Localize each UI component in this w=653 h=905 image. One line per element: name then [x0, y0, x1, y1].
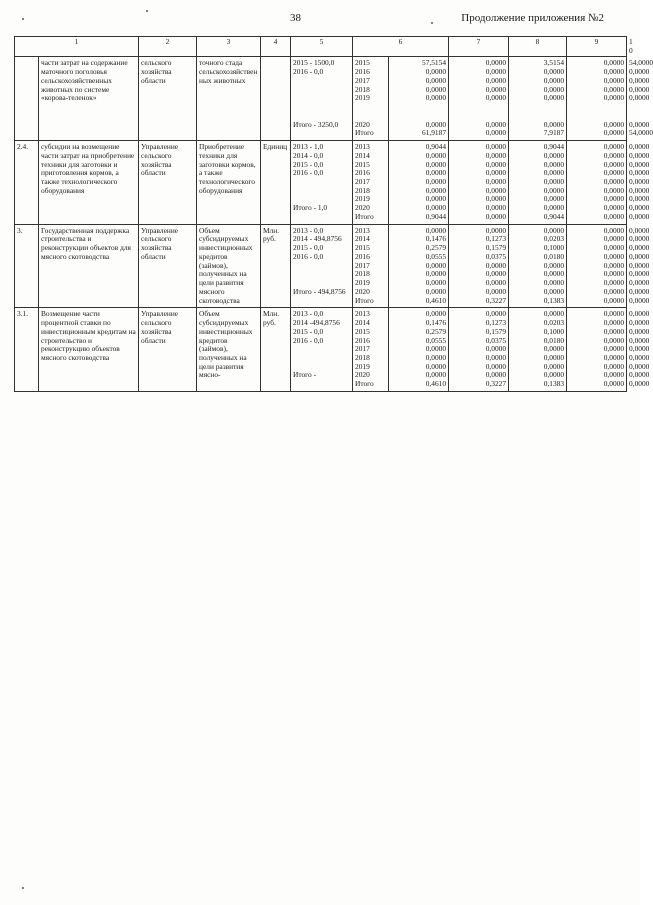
year-cell [353, 57, 389, 141]
scan-speck [146, 10, 148, 12]
funding-col9-cell-line: 0,0000 [603, 58, 625, 68]
funding-col9-cell-line: 0,0000 [543, 194, 565, 204]
funding-col9-cell-line: 0,0000 [603, 75, 625, 85]
funding-col7-cell-line: 0,0000 [425, 361, 447, 371]
funding-col8-cell-line: 0,0000 [485, 142, 507, 152]
funding-col7-cell-line: 0,0000 [425, 309, 447, 319]
column-number: 8 [509, 37, 567, 57]
funding-col8-cell-line: 0,0000 [485, 128, 507, 138]
target-values-cell-line: 2013 - 0,0 [293, 309, 324, 319]
target-values-cell [291, 224, 353, 308]
funding-col9-cell-line: 0,0203 [543, 234, 565, 244]
target-values-cell-line [293, 354, 350, 363]
funding-col9-cell-line: 0,0000 [603, 84, 625, 94]
funding-col7-cell-line: 0,0000 [425, 260, 447, 270]
target-values-cell-line: 2015 - 0,0 [293, 326, 324, 336]
funding-col9-cell-line: 0,0000 [543, 370, 565, 380]
funding-col9-cell-line: 0,0000 [603, 93, 625, 103]
funding-col9-cell-line: 0,0000 [603, 203, 625, 213]
funding-col9-cell [509, 57, 567, 141]
funding-col9-cell [509, 224, 567, 308]
target-values-cell-line: 2015 - 0,0 [293, 159, 324, 169]
year-cell-line: 2018 [355, 84, 370, 94]
funding-col9-cell-line: 0,1383 [543, 295, 565, 305]
indicator-cell: Объем субсидируемых инвестиционных кредитов (займов), полученных на цели развития мясно- [197, 308, 261, 392]
funding-col9-cell-line: 0,0000 [543, 185, 565, 195]
year-cell-line: 2017 [355, 75, 370, 85]
target-values-cell [291, 308, 353, 392]
page-number: 38 [290, 12, 301, 24]
funding-col7-cell-line: 0,9044 [425, 142, 447, 152]
funding-col8-cell-line: 0,3227 [485, 379, 507, 389]
target-values-cell-line [293, 77, 350, 86]
funding-col9-cell-line: 0,0000 [603, 344, 625, 354]
year-cell-line: Итого [355, 211, 374, 221]
funding-col7-cell-line: 0,0000 [425, 286, 447, 296]
funding-col9-cell-line: 0,0000 [603, 243, 625, 253]
year-cell-line: 2020 [355, 370, 370, 380]
funding-col8-cell-line: 0,1273 [485, 234, 507, 244]
funding-col8-cell-line: 0,0000 [485, 286, 507, 296]
funding-col9-cell-line: 0,0000 [603, 352, 625, 362]
year-cell-line: 2019 [355, 93, 370, 103]
funding-col9-cell-line: 0,0000 [603, 309, 625, 319]
unit-cell: Млн. руб. [261, 224, 291, 308]
funding-col9-cell-line: 0,0000 [603, 251, 625, 261]
funding-col9-cell-line: 0,0000 [543, 278, 565, 288]
target-values-cell-line: 2015 - 1500,0 [293, 58, 335, 68]
funding-col9-cell-line: 0,0000 [603, 295, 625, 305]
year-cell-line: 2013 [355, 225, 370, 235]
year-cell-line: 2014 [355, 234, 370, 244]
year-cell-line: 2016 [355, 251, 370, 261]
funding-col9-cell-line: 0,0000 [543, 159, 565, 169]
funding-col9-cell-line: 0,0000 [603, 128, 625, 138]
year-cell-line: 2017 [355, 177, 370, 187]
measure-name: Государственная поддержка строительства и реконструкции объектов для мясного скотоводства [39, 224, 139, 308]
funding-col7-cell-line: 0,0000 [425, 185, 447, 195]
row-number: 3.1. [15, 308, 39, 392]
funding-col8-cell [449, 224, 509, 308]
target-values-cell-line: 2014 - 494,8756 [293, 234, 342, 244]
measure-name: субсидии на возмещение части затрат на приобретение техники для заготовки и приготовления кормов, а также технологического оборудования [39, 141, 139, 225]
funding-col7-cell [389, 308, 449, 392]
year-cell-line: 2014 [355, 150, 370, 160]
year-cell-line: 2019 [355, 194, 370, 204]
funding-col7-cell-line: 0,0000 [425, 344, 447, 354]
target-values-cell-line: Итого - 3250,0 [293, 119, 339, 129]
year-cell-line: 2019 [355, 361, 370, 371]
funding-col9-cell-line: 0,9044 [543, 211, 565, 221]
executor-cell: Управление сельского хозяйства области [139, 141, 197, 225]
funding-col7-cell-line: 0,0000 [425, 168, 447, 178]
funding-col8-cell-line: 0,0000 [485, 84, 507, 94]
row-number [15, 57, 39, 141]
year-cell-line: 2020 [355, 119, 370, 129]
target-values-cell-line: 2013 - 0,0 [293, 225, 324, 235]
funding-col8-cell-line: 0,0000 [485, 260, 507, 270]
funding-col9-cell-line: 0,0000 [543, 177, 565, 187]
funding-col7-cell [389, 224, 449, 308]
funding-col8-cell-line: 0,0000 [485, 194, 507, 204]
funding-col7-cell-line: 0,0000 [425, 150, 447, 160]
column-number: 2 [139, 37, 197, 57]
target-values-cell-line: 2013 - 1,0 [293, 142, 324, 152]
funding-col8-cell-line [451, 103, 506, 112]
funding-col9-cell [509, 308, 567, 392]
funding-col9-cell-line: 3,5154 [543, 58, 565, 68]
funding-col9-cell-line [569, 103, 624, 112]
funding-col9-cell-line: 0,0000 [603, 67, 625, 77]
target-values-cell-line [293, 262, 350, 271]
funding-col7-cell-line [391, 103, 446, 112]
funding-col7-cell-line: 0,0000 [425, 67, 447, 77]
measure-name: части затрат на содержание маточного поголовья сельскохозяйственных животных по системе «корова-теленок» [39, 57, 139, 141]
column-number: 3 [197, 37, 261, 57]
funding-col7-cell-line: 0,0000 [425, 352, 447, 362]
funding-col7-cell-line: 0,2579 [425, 326, 447, 336]
scan-speck [22, 887, 24, 889]
funding-col9-cell-line: 0,0000 [543, 150, 565, 160]
funding-col7-cell-line: 0,0000 [425, 75, 447, 85]
funding-col8-cell-line: 0,0000 [485, 352, 507, 362]
funding-col9-cell-line: 0,0000 [603, 159, 625, 169]
funding-col9-cell-line: 0,0000 [543, 119, 565, 129]
indicator-cell: Приобретение техники для заготовки кормов, а также технологического оборудования [197, 141, 261, 225]
funding-col9-cell-line: 0,0000 [603, 260, 625, 270]
column-number: 1 [15, 37, 139, 57]
target-values-cell [291, 141, 353, 225]
funding-col9-cell-line: 0,0000 [603, 234, 625, 244]
year-cell-line: 2018 [355, 352, 370, 362]
funding-col7-cell-line: 0,1476 [425, 234, 447, 244]
funding-col7-cell-line: 0,0000 [425, 278, 447, 288]
funding-col8-cell-line: 0,1273 [485, 318, 507, 328]
funding-col9-cell [567, 57, 627, 141]
year-cell [353, 224, 389, 308]
funding-col8-cell-line: 0,0375 [485, 251, 507, 261]
year-cell-line: 2015 [355, 58, 370, 68]
column-number: 7 [449, 37, 509, 57]
funding-col9-cell-line: 0,0000 [603, 168, 625, 178]
target-values-cell-line: 2014 - 0,0 [293, 150, 324, 160]
funding-col7-cell-line: 0,0000 [425, 159, 447, 169]
funding-col9-cell-line: 0,0000 [603, 150, 625, 160]
funding-col9-cell-line: 0,0000 [603, 326, 625, 336]
funding-col9-cell-line: 0,0000 [603, 278, 625, 288]
funding-col8-cell-line: 0,0000 [485, 185, 507, 195]
funding-col9-cell-line: 0,0000 [543, 269, 565, 279]
year-cell-line: 2020 [355, 286, 370, 296]
funding-col9-cell [567, 308, 627, 392]
funding-col9-cell-line: 0,0000 [543, 361, 565, 371]
funding-col8-cell-line: 0,0000 [485, 361, 507, 371]
year-cell-line: 2016 [355, 168, 370, 178]
measure-name: Возмещение части процентной ставки по инвестиционным кредитам на строительство и реконструкцию объектов мясного скотоводства [39, 308, 139, 392]
program-table [14, 36, 653, 392]
year-cell-line: Итого [355, 295, 374, 305]
column-number: 5 [291, 37, 353, 57]
funding-col9-cell-line: 0,0000 [603, 286, 625, 296]
unit-cell: Единиц [261, 141, 291, 225]
funding-col7-cell-line: 0,0000 [425, 93, 447, 103]
funding-col7-cell-line: 0,0000 [425, 225, 447, 235]
column-number: 9 [567, 37, 627, 57]
indicator-cell: Объем субсидируемых инвестиционных кредитов (займов), полученных на цели развития мясного скотоводства [197, 224, 261, 308]
funding-col7-cell-line: 0,0000 [425, 370, 447, 380]
executor-cell: Управление сельского хозяйства области [139, 308, 197, 392]
funding-col8-cell-line: 0,0000 [485, 168, 507, 178]
funding-col9-cell-line: 0,0000 [543, 260, 565, 270]
funding-col9-cell-line: 0,0000 [603, 269, 625, 279]
funding-col8-cell-line: 0,1579 [485, 243, 507, 253]
funding-col9-cell-line: 0,0000 [603, 335, 625, 345]
funding-col9-cell-line: 0,0000 [543, 309, 565, 319]
year-cell-line: 2013 [355, 142, 370, 152]
year-cell-line: 2016 [355, 67, 370, 77]
executor-cell: Управление сельского хозяйства области [139, 224, 197, 308]
target-values-cell-line: 2015 - 0,0 [293, 243, 324, 253]
funding-col9-cell-line: 0,9044 [543, 142, 565, 152]
funding-col8-cell-line: 0,0000 [485, 211, 507, 221]
funding-col8-cell-line: 0,0000 [485, 93, 507, 103]
funding-col8-cell-line: 0,0000 [485, 344, 507, 354]
funding-col8-cell [449, 308, 509, 392]
funding-col8-cell-line: 0,0000 [485, 159, 507, 169]
column-number: 4 [261, 37, 291, 57]
target-values-cell-line: 2016 - 0,0 [293, 251, 324, 261]
funding-col9-cell-line: 0,0000 [603, 225, 625, 235]
target-values-cell-line [293, 86, 350, 95]
year-cell-line: 2014 [355, 318, 370, 328]
funding-col9-cell-line: 0,0000 [543, 84, 565, 94]
funding-col9-cell-line: 0,0000 [603, 185, 625, 195]
target-values-cell-line [293, 270, 350, 279]
year-cell [353, 308, 389, 392]
column-number-row: 1 2 3 4 5 6 7 8 9 10 [15, 37, 627, 57]
funding-col7-cell-line: 0,4610 [425, 379, 447, 389]
year-cell-line: 2018 [355, 269, 370, 279]
funding-col9-cell-line: 0,0203 [543, 318, 565, 328]
year-cell-line: 2015 [355, 326, 370, 336]
funding-col8-cell-line: 0,0000 [485, 269, 507, 279]
funding-col7-cell-line: 0,0555 [425, 251, 447, 261]
year-cell-line: Итого [355, 379, 374, 389]
target-values-cell-line [293, 103, 350, 112]
funding-col9-cell-line: 0,0180 [543, 335, 565, 345]
unit-cell: Млн. руб. [261, 308, 291, 392]
table-row: 3.1. Возмещение части процентной ставки по инвестиционным кредитам на строительство и реконструкцию объектов мясного скотоводства Управление сельского хозяйства области Объем субсидируемых инвестиционных кредитов (займов), полученных на цели развития мясно- Млн. руб. 2013 - 0,0 2014 -494,8756 2015 - 0,0 2016 - 0,0 Итого - 2013 2014 2015 2016 2017 2018 2019 2020 Итого 0,0000 0,1476 0,2579 0,0555 0,0000 0,0000 0,0000 0,0000 0,4610 0,0000 0,1273 0,1579 0,0375 0,0000 0,0000 0,0000 0,0000 0,3227 0,0000 0,0203 0,1000 0,0180 0,0000 0,0000 0,0000 0,0000 0,1383 0,0000 0,0000 0,0000 0,0000 0,0000 0,0000 0,0000 0,0000 0,0000 0,0000 0,0000 0,0000 0,0000 0,0000 0,0000 0,0000 0,0000 0,0000 [15, 308, 627, 392]
funding-col7-cell-line: 0,0000 [425, 194, 447, 204]
target-values-cell-line [293, 345, 350, 354]
year-cell-line: Итого [355, 128, 374, 138]
funding-col7-cell-line: 0,0000 [425, 269, 447, 279]
target-values-cell-line: Итого - [293, 370, 317, 380]
funding-col9-cell-line: 0,1000 [543, 326, 565, 336]
funding-col8-cell-line: 0,0000 [485, 370, 507, 380]
funding-col8-cell-line: 0,0000 [485, 177, 507, 187]
funding-col7-cell-line: 0,2579 [425, 243, 447, 253]
funding-col9-cell-line: 0,0000 [603, 379, 625, 389]
funding-col8-cell-line: 0,1579 [485, 326, 507, 336]
funding-col9-cell-line: 0,0000 [603, 142, 625, 152]
indicator-cell: точного стада сельскохозяйственных животных [197, 57, 261, 141]
funding-col8-cell-line: 0,0375 [485, 335, 507, 345]
funding-col9-cell-line: 0,0180 [543, 251, 565, 261]
funding-col9-cell-line: 0,0000 [603, 194, 625, 204]
funding-col7-cell-line: 0,4610 [425, 295, 447, 305]
year-cell-line: 2018 [355, 185, 370, 195]
year-cell-line: 2016 [355, 335, 370, 345]
funding-col7-cell-line: 0,9044 [425, 211, 447, 221]
funding-col9-cell [509, 141, 567, 225]
unit-cell [261, 57, 291, 141]
funding-col9-cell-line: 0,0000 [543, 75, 565, 85]
funding-col9-cell-line: 0,0000 [603, 318, 625, 328]
funding-col7-cell-line: 0,0000 [425, 119, 447, 129]
funding-col7-cell-line: 0,0555 [425, 335, 447, 345]
funding-col8-cell-line: 0,3227 [485, 295, 507, 305]
funding-col8-cell [449, 141, 509, 225]
funding-col7-cell [389, 141, 449, 225]
funding-col8-cell-line: 0,0000 [485, 58, 507, 68]
row-number: 3. [15, 224, 39, 308]
funding-col9-cell-line: 0,0000 [603, 370, 625, 380]
continuation-title: Продолжение приложения №2 [461, 12, 604, 24]
funding-col7-cell-line: 0,0000 [425, 84, 447, 94]
table-row: 3. Государственная поддержка строительства и реконструкции объектов для мясного скотоводства Управление сельского хозяйства области Объем субсидируемых инвестиционных кредитов (займов), полученных на цели развития мясного скотоводства Млн. руб. 2013 - 0,0 2014 - 494,8756 2015 - 0,0 2016 - 0,0 Итого - 494,8756 2013 2014 2015 2016 2017 2018 2019 2020 Итого 0,0000 0,1476 0,2579 0,0555 0,0000 0,0000 0,0000 0,0000 0,4610 0,0000 0,1273 0,1579 0,0375 0,0000 0,0000 0,0000 0,0000 0,3227 0,0000 0,0203 0,1000 0,0180 0,0000 0,0000 0,0000 0,0000 0,1383 0,0000 0,0000 0,0000 0,0000 0,0000 0,0000 0,0000 0,0000 0,0000 0,0000 0,0000 0,0000 0,0000 0,0000 0,0000 0,0000 0,0000 0,0000 [15, 224, 627, 308]
funding-col8-cell-line: 0,0000 [485, 75, 507, 85]
funding-col7-cell-line: 0,0000 [425, 177, 447, 187]
funding-col9-cell-line: 0,0000 [543, 203, 565, 213]
target-values-cell-line: Итого - 494,8756 [293, 286, 346, 296]
funding-col9-cell-line: 0,1383 [543, 379, 565, 389]
year-cell-line [355, 103, 386, 112]
target-values-cell-line [293, 94, 350, 103]
scan-speck [431, 22, 433, 24]
target-values-cell-line [293, 178, 350, 187]
funding-col9-cell [567, 224, 627, 308]
target-values-cell-line: Итого - 1,0 [293, 203, 328, 213]
target-values-cell-line: 2014 -494,8756 [293, 318, 340, 328]
funding-col8-cell-line: 0,0000 [485, 67, 507, 77]
funding-col8-cell-line: 0,0000 [485, 225, 507, 235]
row-number: 2.4. [15, 141, 39, 225]
funding-col9-cell-line: 0,0000 [543, 225, 565, 235]
target-values-cell [291, 57, 353, 141]
funding-col9-cell-line: 0,1000 [543, 243, 565, 253]
funding-col8-cell-line: 0,0000 [485, 309, 507, 319]
funding-col9-cell-line: 0,0000 [543, 344, 565, 354]
target-values-cell-line [293, 187, 350, 196]
funding-col9-cell-line: 0,0000 [603, 177, 625, 187]
funding-col9-cell-line [511, 103, 564, 112]
column-number: 6 [353, 37, 449, 57]
funding-col8-cell-line: 0,0000 [485, 203, 507, 213]
funding-col9-cell-line: 7,9187 [543, 128, 565, 138]
year-cell-line: 2015 [355, 243, 370, 253]
year-cell-line: 2013 [355, 309, 370, 319]
target-values-cell-line: 2016 - 0,0 [293, 335, 324, 345]
year-cell-line: 2019 [355, 278, 370, 288]
scan-speck [22, 18, 24, 20]
funding-col8-cell-line: 0,0000 [485, 278, 507, 288]
funding-col9-cell-line: 0,0000 [603, 119, 625, 129]
funding-col9-cell-line: 0,0000 [543, 93, 565, 103]
target-values-cell-line: 2016 - 0,0 [293, 168, 324, 178]
funding-col8-cell-line: 0,0000 [485, 150, 507, 160]
funding-col7-cell [389, 57, 449, 141]
funding-col9-cell-line: 0,0000 [603, 211, 625, 221]
year-cell-line: 2015 [355, 159, 370, 169]
funding-col7-cell-line: 57,5154 [422, 58, 447, 68]
table-row: 2.4. субсидии на возмещение части затрат на приобретение техники для заготовки и приготовления кормов, а также технологического оборудования Управление сельского хозяйства области Приобретение техники для заготовки кормов, а также технологического оборудования Единиц 2013 - 1,0 2014 - 0,0 2015 - 0,0 2016 - 0,0 Итого - 1,0 2013 2014 2015 2016 2017 2018 2019 2020 Итого 0,9044 0,0000 0,0000 0,0000 0,0000 0,0000 0,0000 0,0000 0,9044 0,0000 0,0000 0,0000 0,0000 0,0000 0,0000 0,0000 0,0000 0,0000 0,9044 0,0000 0,0000 0,0000 0,0000 0,0000 0,0000 0,0000 0,9044 0,0000 0,0000 0,0000 0,0000 0,0000 0,0000 0,0000 0,0000 0,0000 0,0000 0,0000 0,0000 0,0000 0,0000 0,0000 0,0000 0,0000 0,0000 [15, 141, 627, 225]
funding-col9-cell-line: 0,0000 [543, 352, 565, 362]
funding-col9-cell-line: 0,0000 [543, 168, 565, 178]
funding-col7-cell-line: 0,1476 [425, 318, 447, 328]
target-values-cell-line: 2016 - 0,0 [293, 67, 324, 77]
year-cell-line: 2020 [355, 203, 370, 213]
funding-col9-cell-line: 0,0000 [603, 361, 625, 371]
year-cell-line: 2017 [355, 344, 370, 354]
table-row: части затрат на содержание маточного поголовья сельскохозяйственных животных по системе «корова-теленок» сельского хозяйства области точного стада сельскохозяйственных животных 2015 - 1500,0 2016 - 0,0 Итого - 3250,0 2015 2016 2017 2018 2019 2020 Итого 57,5154 0,0000 0,0000 0,0000 0,0000 0,0000 61,9187 0,0000 0,0000 0,0000 0,0000 0,0000 0,0000 0,0000 3,5154 0,0000 0,0000 0,0000 0,0000 0,0000 7,9187 0,0000 0,0000 0,0000 0,0000 0,0000 0,0000 0,0000 54,0000 0,0000 0,0000 0,0000 0,0000 0,0000 54,0000 [15, 57, 627, 141]
funding-col9-cell-line: 0,0000 [543, 286, 565, 296]
year-cell-line: 2017 [355, 260, 370, 270]
funding-col9-cell-line: 0,0000 [543, 67, 565, 77]
funding-col8-cell [449, 57, 509, 141]
funding-col7-cell-line: 0,0000 [425, 203, 447, 213]
executor-cell: сельского хозяйства области [139, 57, 197, 141]
year-cell [353, 141, 389, 225]
funding-col8-cell-line: 0,0000 [485, 119, 507, 129]
funding-col7-cell-line: 61,9187 [422, 128, 447, 138]
funding-col9-cell [567, 141, 627, 225]
